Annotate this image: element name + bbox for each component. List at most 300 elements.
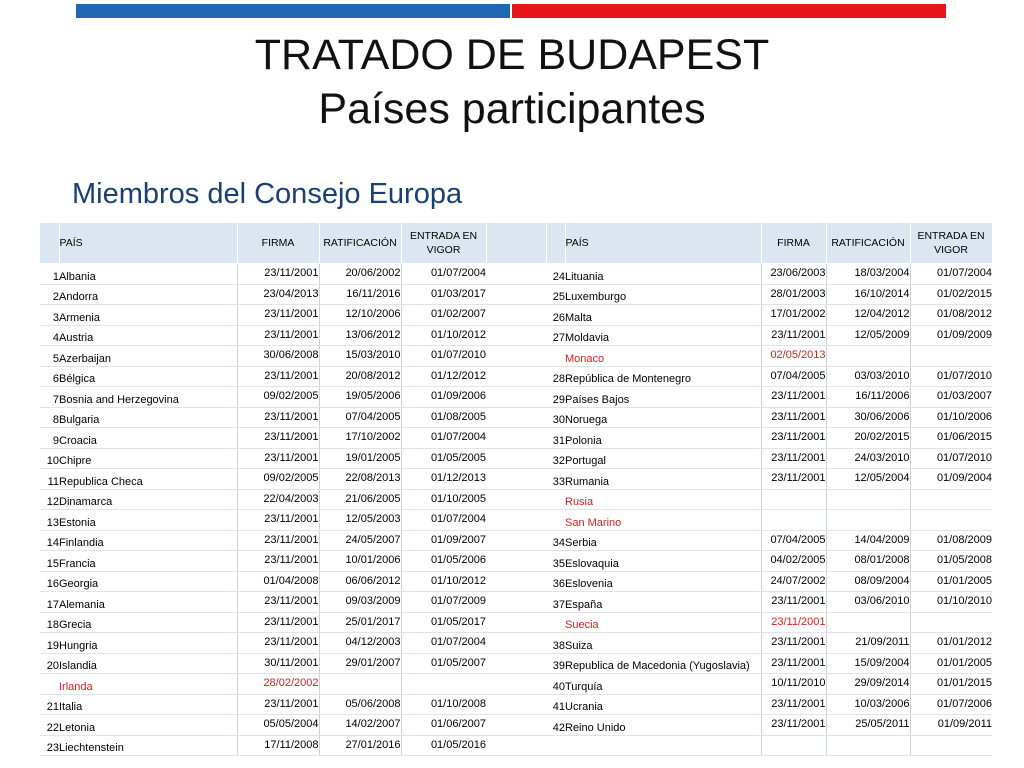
row-number: 1	[40, 264, 59, 285]
column-gap	[486, 346, 546, 367]
country-name: Monaco	[565, 346, 761, 367]
firma-date: 09/02/2005	[237, 469, 319, 490]
column-gap	[486, 264, 546, 285]
country-name: Andorra	[59, 284, 237, 305]
row-number: 31	[546, 428, 565, 449]
vigor-date	[910, 346, 992, 367]
row-number: 11	[40, 469, 59, 490]
firma-date: 23/04/2013	[237, 284, 319, 305]
vigor-date	[910, 735, 992, 756]
firma-date: 07/04/2005	[761, 366, 826, 387]
vigor-date: 01/09/2006	[401, 387, 486, 408]
row-number	[546, 735, 565, 756]
row-number: 3	[40, 305, 59, 326]
country-name: Malta	[565, 305, 761, 326]
vigor-date: 01/08/2005	[401, 407, 486, 428]
firma-date: 23/06/2003	[761, 264, 826, 285]
vigor-date: 01/12/2012	[401, 366, 486, 387]
vigor-date: 01/02/2007	[401, 305, 486, 326]
ratificacion-date: 03/03/2010	[826, 366, 910, 387]
header-gap	[486, 223, 546, 264]
row-number: 32	[546, 448, 565, 469]
table-body	[40, 264, 992, 756]
row-number: 33	[546, 469, 565, 490]
country-name: Noruega	[565, 407, 761, 428]
table-row	[40, 305, 992, 326]
header-ratificacion-left: RATIFICACIÓN	[319, 223, 401, 264]
header-firma-left: FIRMA	[237, 223, 319, 264]
row-number: 21	[40, 694, 59, 715]
ratificacion-date: 13/06/2012	[319, 325, 401, 346]
column-gap	[486, 633, 546, 654]
table-row	[40, 674, 992, 695]
firma-date	[761, 489, 826, 510]
country-name: España	[565, 592, 761, 613]
vigor-date: 01/09/2004	[910, 469, 992, 490]
header-pais-right: PAÍS	[565, 223, 761, 264]
vigor-date: 01/07/2010	[401, 346, 486, 367]
row-number: 2	[40, 284, 59, 305]
table-row	[40, 325, 992, 346]
country-name: Serbia	[565, 530, 761, 551]
firma-date: 10/11/2010	[761, 674, 826, 695]
ratificacion-date: 08/01/2008	[826, 551, 910, 572]
firma-date: 23/11/2001	[237, 530, 319, 551]
firma-date: 23/11/2001	[237, 592, 319, 613]
firma-date: 23/11/2001	[761, 715, 826, 736]
row-number: 41	[546, 694, 565, 715]
ratificacion-date	[826, 346, 910, 367]
firma-date: 05/05/2004	[237, 715, 319, 736]
firma-date: 23/11/2001	[237, 325, 319, 346]
column-gap	[486, 612, 546, 633]
country-name: Alemania	[59, 592, 237, 613]
vigor-date: 01/07/2004	[401, 264, 486, 285]
row-number	[546, 612, 565, 633]
header-pais-left: PAÍS	[59, 223, 237, 264]
country-name: Letonia	[59, 715, 237, 736]
vigor-date: 01/01/2012	[910, 633, 992, 654]
table-row	[40, 551, 992, 572]
ratificacion-date: 05/06/2008	[319, 694, 401, 715]
firma-date: 23/11/2001	[237, 694, 319, 715]
table-row	[40, 469, 992, 490]
vigor-date: 01/03/2017	[401, 284, 486, 305]
firma-date: 30/11/2001	[237, 653, 319, 674]
country-name: Estonia	[59, 510, 237, 531]
ratificacion-date: 12/10/2006	[319, 305, 401, 326]
column-gap	[486, 735, 546, 756]
row-number: 29	[546, 387, 565, 408]
ratificacion-date	[826, 510, 910, 531]
row-number: 39	[546, 653, 565, 674]
ratificacion-date: 15/03/2010	[319, 346, 401, 367]
title-line-1: TRATADO DE BUDAPEST	[254, 31, 770, 79]
header-num-right	[546, 223, 565, 264]
ratificacion-date: 08/09/2004	[826, 571, 910, 592]
row-number: 12	[40, 489, 59, 510]
firma-date: 23/11/2001	[237, 305, 319, 326]
vigor-date: 01/07/2009	[401, 592, 486, 613]
column-gap	[486, 305, 546, 326]
row-number: 35	[546, 551, 565, 572]
country-name: Liechtenstein	[59, 735, 237, 756]
firma-date: 23/11/2001	[237, 366, 319, 387]
row-number	[546, 489, 565, 510]
ratificacion-date: 16/10/2014	[826, 284, 910, 305]
ratificacion-date: 20/06/2002	[319, 264, 401, 285]
firma-date: 23/11/2001	[761, 407, 826, 428]
vigor-date: 01/10/2006	[910, 407, 992, 428]
table-row	[40, 284, 992, 305]
country-name: Portugal	[565, 448, 761, 469]
row-number: 42	[546, 715, 565, 736]
firma-date: 28/01/2003	[761, 284, 826, 305]
ratificacion-date: 12/05/2003	[319, 510, 401, 531]
column-gap	[486, 325, 546, 346]
firma-date: 23/11/2001	[761, 694, 826, 715]
ratificacion-date: 29/01/2007	[319, 653, 401, 674]
firma-date: 23/11/2001	[761, 387, 826, 408]
row-number: 19	[40, 633, 59, 654]
country-name: Austria	[59, 325, 237, 346]
firma-date: 23/11/2001	[761, 592, 826, 613]
firma-date: 24/07/2002	[761, 571, 826, 592]
vigor-date: 01/01/2005	[910, 571, 992, 592]
country-name: Polonia	[565, 428, 761, 449]
vigor-date: 01/07/2004	[401, 428, 486, 449]
ratificacion-date: 12/05/2009	[826, 325, 910, 346]
page-title	[0, 28, 1024, 136]
firma-date: 23/11/2001	[761, 469, 826, 490]
vigor-date	[910, 612, 992, 633]
ratificacion-date	[826, 489, 910, 510]
ratificacion-date: 03/06/2010	[826, 592, 910, 613]
row-number: 6	[40, 366, 59, 387]
vigor-date: 01/05/2006	[401, 551, 486, 572]
table-row	[40, 530, 992, 551]
country-name: Bulgaria	[59, 407, 237, 428]
firma-date: 23/11/2001	[237, 428, 319, 449]
firma-date: 30/06/2008	[237, 346, 319, 367]
country-name: República de Montenegro	[565, 366, 761, 387]
country-name: San Marino	[565, 510, 761, 531]
vigor-date: 01/06/2007	[401, 715, 486, 736]
ratificacion-date: 24/03/2010	[826, 448, 910, 469]
vigor-date: 01/07/2006	[910, 694, 992, 715]
country-name: Irlanda	[59, 674, 237, 695]
country-name: Bosnia and Herzegovina	[59, 387, 237, 408]
country-name: Turquía	[565, 674, 761, 695]
ratificacion-date: 04/12/2003	[319, 633, 401, 654]
ratificacion-date: 14/02/2007	[319, 715, 401, 736]
column-gap	[486, 653, 546, 674]
table-row	[40, 264, 992, 285]
row-number: 20	[40, 653, 59, 674]
vigor-date: 01/08/2009	[910, 530, 992, 551]
ratificacion-date: 19/01/2005	[319, 448, 401, 469]
ratificacion-date: 20/08/2012	[319, 366, 401, 387]
row-number: 8	[40, 407, 59, 428]
country-name: Albania	[59, 264, 237, 285]
vigor-date: 01/06/2015	[910, 428, 992, 449]
vigor-date: 01/10/2012	[401, 325, 486, 346]
column-gap	[486, 571, 546, 592]
vigor-date: 01/01/2015	[910, 674, 992, 695]
firma-date: 07/04/2005	[761, 530, 826, 551]
ratificacion-date: 29/09/2014	[826, 674, 910, 695]
red-accent-bar	[512, 4, 946, 18]
firma-date: 23/11/2001	[237, 510, 319, 531]
country-name: Reino Unido	[565, 715, 761, 736]
column-gap	[486, 284, 546, 305]
ratificacion-date: 22/08/2013	[319, 469, 401, 490]
row-number: 23	[40, 735, 59, 756]
firma-date: 23/11/2001	[761, 612, 826, 633]
vigor-date: 01/08/2012	[910, 305, 992, 326]
country-name	[565, 735, 761, 756]
row-number: 26	[546, 305, 565, 326]
ratificacion-date: 27/01/2016	[319, 735, 401, 756]
ratificacion-date: 25/01/2017	[319, 612, 401, 633]
firma-date: 04/02/2005	[761, 551, 826, 572]
table-row	[40, 653, 992, 674]
ratificacion-date	[826, 735, 910, 756]
ratificacion-date: 07/04/2005	[319, 407, 401, 428]
column-gap	[486, 715, 546, 736]
row-number	[40, 674, 59, 695]
vigor-date: 01/05/2008	[910, 551, 992, 572]
column-gap	[486, 551, 546, 572]
ratificacion-date: 10/03/2006	[826, 694, 910, 715]
row-number: 36	[546, 571, 565, 592]
ratificacion-date: 16/11/2006	[826, 387, 910, 408]
ratificacion-date: 09/03/2009	[319, 592, 401, 613]
vigor-date	[910, 489, 992, 510]
column-gap	[486, 592, 546, 613]
row-number: 34	[546, 530, 565, 551]
row-number: 5	[40, 346, 59, 367]
row-number: 15	[40, 551, 59, 572]
row-number: 40	[546, 674, 565, 695]
firma-date: 17/01/2002	[761, 305, 826, 326]
table-row	[40, 715, 992, 736]
ratificacion-date: 15/09/2004	[826, 653, 910, 674]
row-number: 10	[40, 448, 59, 469]
row-number: 24	[546, 264, 565, 285]
table-row	[40, 387, 992, 408]
header-firma-right: FIRMA	[761, 223, 826, 264]
country-name: Ucrania	[565, 694, 761, 715]
row-number: 18	[40, 612, 59, 633]
vigor-date: 01/07/2004	[910, 264, 992, 285]
firma-date: 23/11/2001	[237, 633, 319, 654]
ratificacion-date: 25/05/2011	[826, 715, 910, 736]
column-gap	[486, 674, 546, 695]
column-gap	[486, 510, 546, 531]
table-row	[40, 407, 992, 428]
country-name: Lituania	[565, 264, 761, 285]
firma-date: 23/11/2001	[761, 325, 826, 346]
ratificacion-date: 30/06/2006	[826, 407, 910, 428]
row-number: 14	[40, 530, 59, 551]
row-number: 27	[546, 325, 565, 346]
country-name: Hungria	[59, 633, 237, 654]
country-name: Rusia	[565, 489, 761, 510]
ratificacion-date: 10/01/2006	[319, 551, 401, 572]
table-row	[40, 448, 992, 469]
country-name: Croacia	[59, 428, 237, 449]
country-name: Moldavia	[565, 325, 761, 346]
ratificacion-date: 17/10/2002	[319, 428, 401, 449]
table-row	[40, 366, 992, 387]
ratificacion-date: 21/06/2005	[319, 489, 401, 510]
ratificacion-date: 24/05/2007	[319, 530, 401, 551]
column-gap	[486, 489, 546, 510]
row-number: 13	[40, 510, 59, 531]
firma-date	[761, 510, 826, 531]
vigor-date: 01/10/2008	[401, 694, 486, 715]
ratificacion-date: 14/04/2009	[826, 530, 910, 551]
header-vigor-right: ENTRADA EN VIGOR	[910, 223, 992, 264]
column-gap	[486, 469, 546, 490]
vigor-date: 01/07/2004	[401, 510, 486, 531]
firma-date	[761, 735, 826, 756]
header-ratificacion-right: RATIFICACIÓN	[826, 223, 910, 264]
row-number: 17	[40, 592, 59, 613]
country-name: Italia	[59, 694, 237, 715]
vigor-date: 01/09/2011	[910, 715, 992, 736]
vigor-date: 01/10/2010	[910, 592, 992, 613]
row-number: 30	[546, 407, 565, 428]
row-number: 28	[546, 366, 565, 387]
vigor-date: 01/05/2007	[401, 653, 486, 674]
country-name: Eslovenia	[565, 571, 761, 592]
title-line-2: Países participantes	[318, 85, 706, 133]
column-gap	[486, 366, 546, 387]
row-number: 9	[40, 428, 59, 449]
blue-accent-bar	[76, 4, 510, 18]
table-row	[40, 489, 992, 510]
country-name: Bélgica	[59, 366, 237, 387]
table-row	[40, 735, 992, 756]
vigor-date: 01/03/2007	[910, 387, 992, 408]
vigor-date: 01/12/2013	[401, 469, 486, 490]
firma-date: 28/02/2002	[237, 674, 319, 695]
country-name: Países Bajos	[565, 387, 761, 408]
column-gap	[486, 387, 546, 408]
country-name: Suiza	[565, 633, 761, 654]
country-name: Rumania	[565, 469, 761, 490]
vigor-date: 01/05/2016	[401, 735, 486, 756]
vigor-date: 01/10/2012	[401, 571, 486, 592]
table-row	[40, 633, 992, 654]
vigor-date: 01/07/2010	[910, 448, 992, 469]
country-name: Luxemburgo	[565, 284, 761, 305]
row-number: 7	[40, 387, 59, 408]
vigor-date	[401, 674, 486, 695]
vigor-date: 01/05/2017	[401, 612, 486, 633]
ratificacion-date: 12/04/2012	[826, 305, 910, 326]
firma-date: 23/11/2001	[761, 653, 826, 674]
firma-date: 02/05/2013	[761, 346, 826, 367]
table-row	[40, 592, 992, 613]
vigor-date: 01/10/2005	[401, 489, 486, 510]
column-gap	[486, 448, 546, 469]
table-row	[40, 612, 992, 633]
table-row	[40, 346, 992, 367]
firma-date: 23/11/2001	[237, 612, 319, 633]
table-row	[40, 428, 992, 449]
vigor-date: 01/09/2007	[401, 530, 486, 551]
country-name: Republica de Macedonia (Yugoslavia)	[565, 653, 761, 674]
ratificacion-date: 21/09/2011	[826, 633, 910, 654]
ratificacion-date: 18/03/2004	[826, 264, 910, 285]
header-vigor-left: ENTRADA EN VIGOR	[401, 223, 486, 264]
firma-date: 01/04/2008	[237, 571, 319, 592]
row-number: 16	[40, 571, 59, 592]
row-number: 22	[40, 715, 59, 736]
firma-date: 23/11/2001	[237, 448, 319, 469]
header-num-left	[40, 223, 59, 264]
country-name: Dinamarca	[59, 489, 237, 510]
ratificacion-date	[319, 674, 401, 695]
table-row	[40, 694, 992, 715]
country-name: Republica Checa	[59, 469, 237, 490]
firma-date: 23/11/2001	[237, 551, 319, 572]
country-name: Chipre	[59, 448, 237, 469]
ratificacion-date: 06/06/2012	[319, 571, 401, 592]
country-name: Georgia	[59, 571, 237, 592]
ratificacion-date: 16/11/2016	[319, 284, 401, 305]
firma-date: 23/11/2001	[237, 407, 319, 428]
vigor-date: 01/01/2005	[910, 653, 992, 674]
country-name: Grecia	[59, 612, 237, 633]
column-gap	[486, 694, 546, 715]
firma-date: 23/11/2001	[237, 264, 319, 285]
country-name: Azerbaijan	[59, 346, 237, 367]
row-number: 4	[40, 325, 59, 346]
firma-date: 23/11/2001	[761, 448, 826, 469]
country-name: Armenia	[59, 305, 237, 326]
vigor-date: 01/09/2009	[910, 325, 992, 346]
firma-date: 09/02/2005	[237, 387, 319, 408]
row-number: 37	[546, 592, 565, 613]
column-gap	[486, 530, 546, 551]
firma-date: 22/04/2003	[237, 489, 319, 510]
firma-date: 23/11/2001	[761, 428, 826, 449]
country-name: Francia	[59, 551, 237, 572]
vigor-date: 01/02/2015	[910, 284, 992, 305]
ratificacion-date	[826, 612, 910, 633]
ratificacion-date: 19/05/2006	[319, 387, 401, 408]
firma-date: 17/11/2008	[237, 735, 319, 756]
vigor-date: 01/05/2005	[401, 448, 486, 469]
vigor-date: 01/07/2010	[910, 366, 992, 387]
row-number: 25	[546, 284, 565, 305]
ratificacion-date: 12/05/2004	[826, 469, 910, 490]
country-name: Eslovaquia	[565, 551, 761, 572]
row-number: 38	[546, 633, 565, 654]
row-number	[546, 346, 565, 367]
column-gap	[486, 407, 546, 428]
vigor-date	[910, 510, 992, 531]
country-name: Suecia	[565, 612, 761, 633]
table-header-row	[40, 223, 992, 264]
table-row	[40, 571, 992, 592]
vigor-date: 01/07/2004	[401, 633, 486, 654]
firma-date: 23/11/2001	[761, 633, 826, 654]
